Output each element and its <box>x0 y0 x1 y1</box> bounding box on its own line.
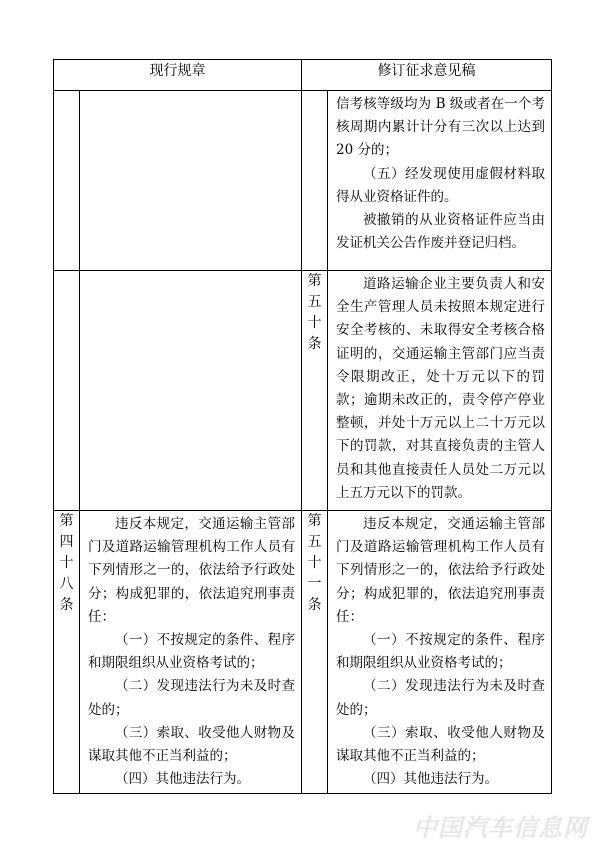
article-number: 第五十一条 <box>307 513 322 613</box>
left-article-label-empty <box>54 271 80 511</box>
paragraph: （三）索取、收受他人财物及谋取其他不正当利益的； <box>336 724 545 765</box>
right-text-cell <box>328 91 552 271</box>
right-text-content <box>328 511 551 793</box>
table-row <box>54 511 552 794</box>
right-article-label <box>302 511 328 794</box>
paragraph: （三）索取、收受他人财物及谋取其他不正当利益的； <box>88 724 295 765</box>
paragraph: （二）发现违法行为未及时查处的； <box>336 678 545 718</box>
paragraph: 违反本规定，交通运输主管部门及道路运输管理机构工作人员有下列情形之一的，依法给予行政处分；构成犯罪的，依法追究刑事责任： <box>336 516 545 625</box>
paragraph: （一）不按规定的条件、程序和期限组织从业资格考试的； <box>336 632 545 672</box>
right-text-cell <box>328 271 552 511</box>
left-article-label <box>54 511 80 794</box>
right-article-label <box>302 271 328 511</box>
paragraph: 违反本规定，交通运输主管部门及道路运输管理机构工作人员有下列情形之一的，依法给予行政处分；构成犯罪的，依法追究刑事责任： <box>88 516 295 625</box>
right-text-content <box>328 91 551 257</box>
paragraph: 被撤销的从业资格证件应当由发证机关公告作废并登记归档。 <box>336 212 545 252</box>
paragraph: （一）不按规定的条件、程序和期限组织从业资格考试的； <box>88 632 295 672</box>
header-revision-draft: 修订征求意见稿 <box>302 60 552 91</box>
right-article-label-empty <box>302 91 328 271</box>
paragraph: （二）发现违法行为未及时查处的； <box>88 678 295 718</box>
right-text-cell <box>328 511 552 794</box>
left-text-cell-empty <box>80 271 302 511</box>
paragraph: 信考核等级均为 B 级或者在一个考核周期内累计计分有三次以上达到 20 分的； <box>336 96 545 159</box>
table-row <box>54 91 552 271</box>
left-text-content <box>80 511 301 793</box>
paragraph: （五）经发现使用虚假材料取得从业资格证件的。 <box>336 165 545 205</box>
header-row <box>54 60 552 91</box>
table-row <box>54 271 552 511</box>
left-article-label-empty <box>54 91 80 271</box>
article-number: 第五十条 <box>307 273 322 352</box>
paragraph: （四）其他违法行为。 <box>363 771 498 788</box>
comparison-table <box>53 59 552 794</box>
left-text-cell <box>80 511 302 794</box>
site-watermark: 中国汽车信息网 <box>413 814 588 842</box>
right-text-content <box>328 271 551 507</box>
left-text-cell-empty <box>80 91 302 271</box>
header-current-rules: 现行规章 <box>54 60 302 91</box>
paragraph: 道路运输企业主要负责人和安全生产管理人员未按照本规定进行安全考核的、未取得安全考核合格证明的，交通运输主管部门应当责令限期改正，处十万元以下的罚款；逾期未改正的，责令停产停业整顿，并处十万元以上二十万元以下的罚款，对其直接负责的主管人员和其他直接责任人员处二万元以上五万元以下的罚款。 <box>336 276 545 501</box>
article-number: 第四十八条 <box>59 513 74 613</box>
paragraph: （四）其他违法行为。 <box>115 771 250 788</box>
